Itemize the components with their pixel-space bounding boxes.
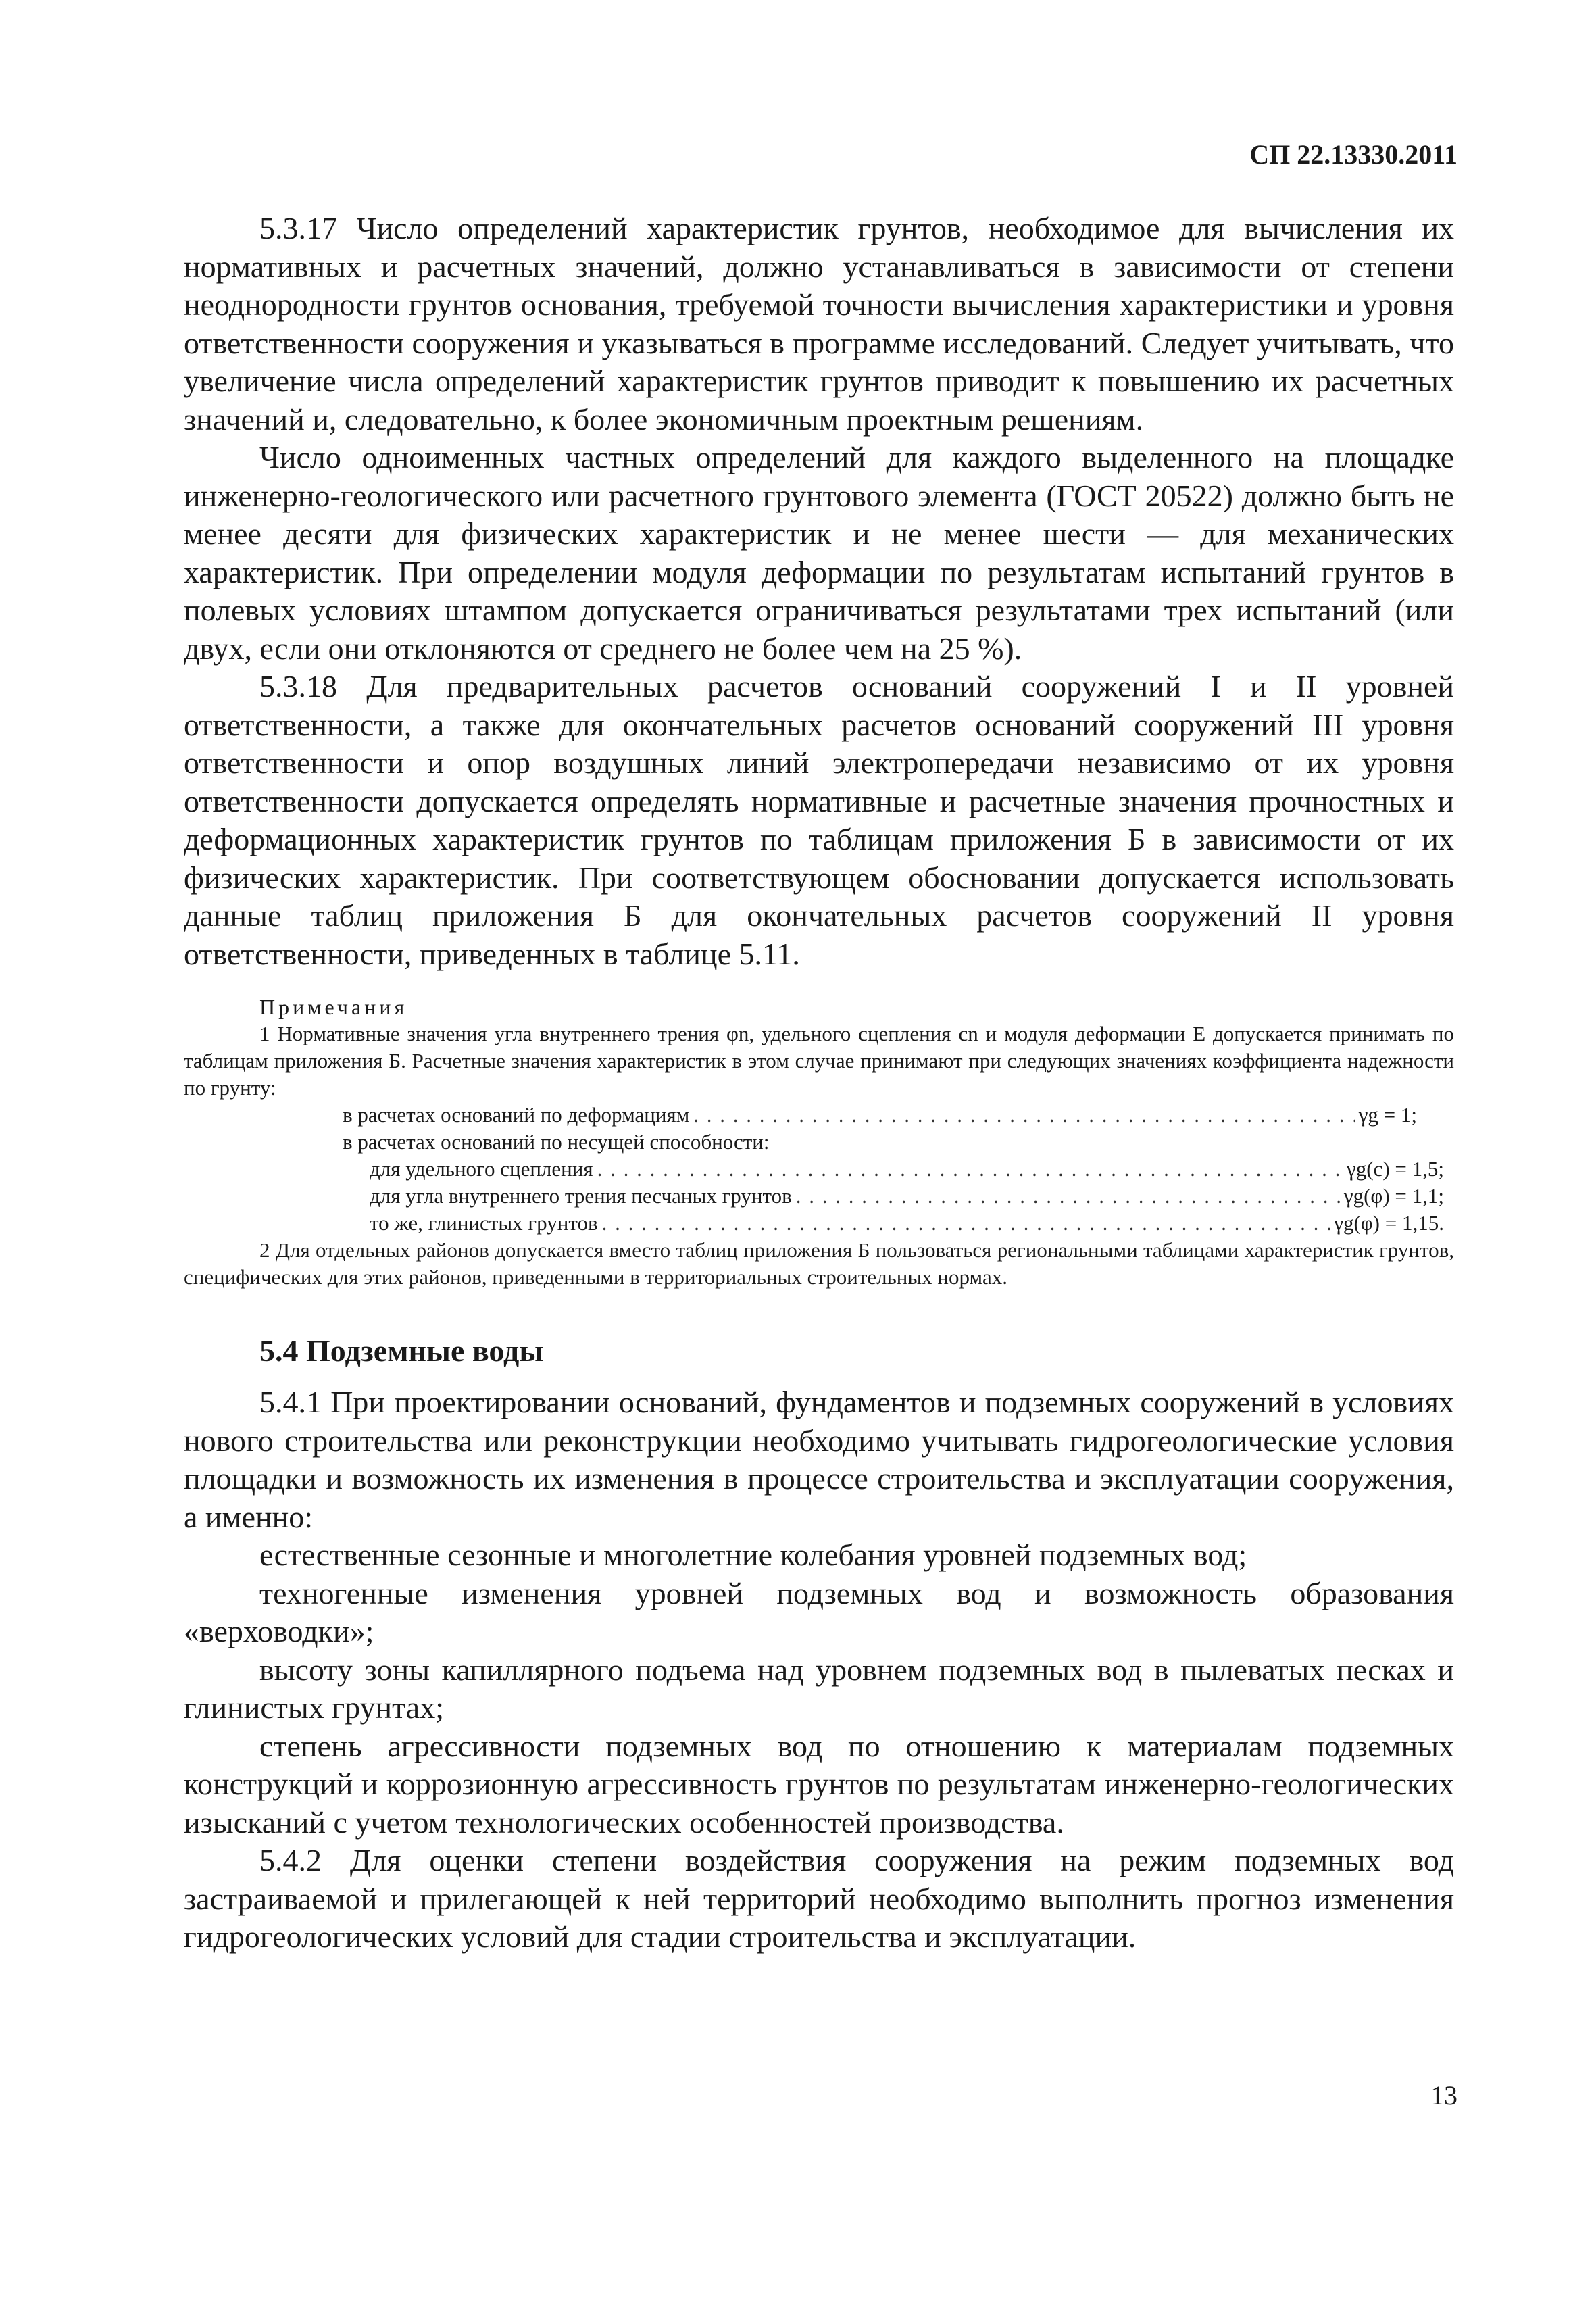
- coefficient-value: γg(c) = 1,5;: [1347, 1157, 1444, 1181]
- leader-dots: [597, 1156, 1343, 1183]
- coefficient-line: [184, 1102, 1417, 1129]
- section-title: 5.4 Подземные воды: [259, 1333, 544, 1368]
- leader-dots: [602, 1210, 1330, 1237]
- notes-block: [184, 993, 1454, 1291]
- note-2: 2 Для отдельных районов допускается вместо таблиц приложения Б пользоваться региональными таблицами характеристик грунтов, специфических для этих районов, приведенными в территориальных строительных нормах.: [184, 1238, 1454, 1289]
- coefficient-line: [184, 1156, 1444, 1183]
- paragraph-5-3-17: 5.3.17 Число определений характеристик грунтов, необходимое для вычисления их нормативных и расчетных значений, должно устанавливаться в зависимости от степени неоднородности грунтов основания, требуемой точности вычисления характеристики и уровня ответственности сооружения и указываться в программе исследований. Следует учитывать, что увеличение числа определений характеристик грунтов приводит к повышению их расчетных значений и, следовательно, к более экономичным проектным решениям.: [184, 211, 1454, 437]
- coefficient-label: в расчетах оснований по деформациям: [343, 1103, 690, 1127]
- leader-dots: [796, 1183, 1340, 1210]
- coefficient-group-label: в расчетах оснований по несущей способности:: [343, 1130, 770, 1154]
- list-item-capillary-rise: высоту зоны капиллярного подъема над уровнем подземных вод в пылеватых песках и глинистых грунтах;: [184, 1652, 1454, 1725]
- coefficient-line: [184, 1210, 1444, 1237]
- note-1: 1 Нормативные значения угла внутреннего трения φn, удельного сцепления cn и модуля деформации E допускается принимать по таблицам приложения Б. Расчетные значения характеристик в этом случае принимают при следующих значениях коэффициента надежности по грунту:: [184, 1022, 1454, 1100]
- notes-title: Примечания: [259, 995, 408, 1019]
- paragraph-5-4-1: 5.4.1 При проектировании оснований, фундаментов и подземных сооружений в условиях нового строительства или реконструкции необходимо учитывать гидрогеологические условия площадки и возможность их изменения в процессе строительства и эксплуатации сооружения, а именно:: [184, 1385, 1454, 1534]
- paragraph-number-of-determinations: Число одноименных частных определений для каждого выделенного на площадке инженерно-геологического или расчетного грунтового элемента (ГОСТ 20522) должно быть не менее десяти для физических характеристик и не менее шести — для механических характеристик. При определении модуля деформации по результатам испытаний грунтов в полевых условиях штампом допускается ограничиваться результатами трех испытаний (или двух, если они отклоняются от среднего не более чем на 25 %).: [184, 440, 1454, 666]
- coefficient-label: для удельного сцепления: [370, 1157, 593, 1181]
- coefficient-label: то же, глинистых грунтов: [370, 1211, 598, 1235]
- coefficient-line: [184, 1183, 1444, 1210]
- leader-dots: [693, 1102, 1354, 1129]
- page-number: 13: [1430, 2080, 1457, 2111]
- list-item-technogenic-changes: техногенные изменения уровней подземных вод и возможность образования «верховодки»;: [184, 1575, 1454, 1648]
- body-text: [184, 210, 1454, 1956]
- paragraph-5-4-2: 5.4.2 Для оценки степени воздействия сооружения на режим подземных вод застраиваемой и прилегающей к ней территорий необходимо выполнить прогноз изменения гидрогеологических условий для стадии строительства и эксплуатации.: [184, 1843, 1454, 1954]
- coefficient-value: γg(φ) = 1,15.: [1334, 1211, 1444, 1235]
- paragraph-5-3-18: 5.3.18 Для предварительных расчетов оснований сооружений I и II уровней ответственности, а также для окончательных расчетов оснований сооружений III уровня ответственности и опор воздушных линий электропередачи независимо от их уровня ответственности допускается определять нормативные и расчетные значения прочностных и деформационных характеристик грунтов по таблицам приложения Б в зависимости от их физических характеристик. При соответствующем обосновании допускается использовать данные таблиц приложения Б для окончательных расчетов сооружений II уровня ответственности, приведенных в таблице 5.11.: [184, 669, 1454, 971]
- list-item-seasonal-fluctuations: естественные сезонные и многолетние колебания уровней подземных вод;: [259, 1537, 1247, 1572]
- coefficient-value: γg = 1;: [1358, 1103, 1417, 1127]
- coefficient-label: для угла внутреннего трения песчаных грунтов: [370, 1184, 792, 1208]
- document-code: СП 22.13330.2011: [1249, 139, 1457, 170]
- coefficient-value: γg(φ) = 1,1;: [1343, 1184, 1444, 1208]
- list-item-aggressiveness: степень агрессивности подземных вод по отношению к материалам подземных конструкций и коррозионную агрессивность грунтов по результатам инженерно-геологических изысканий с учетом технологических особенностей производства.: [184, 1728, 1454, 1840]
